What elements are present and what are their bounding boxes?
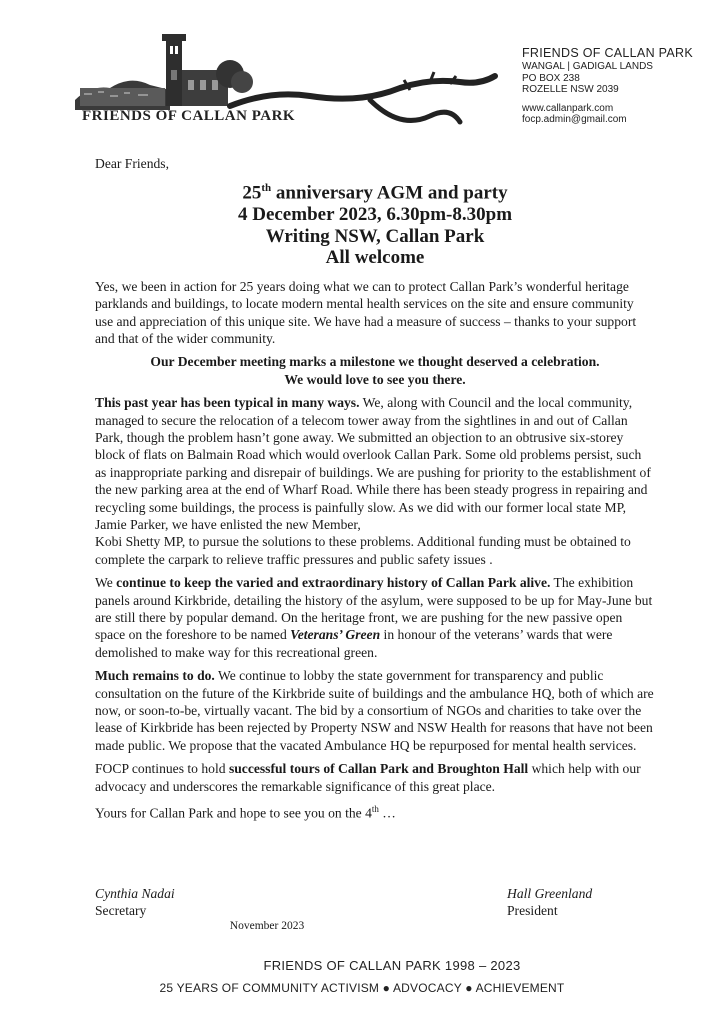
footer-line-2: 25 YEARS OF COMMUNITY ACTIVISM ● ADVOCACY ● ACHIEVEMENT bbox=[159, 981, 565, 995]
history-text-2: in honour of the veterans’ wards that were demolished to make way for this recreational green. bbox=[95, 627, 613, 660]
email-link[interactable]: focp.admin@gmail.com bbox=[522, 114, 627, 125]
veterans-green: Veterans’ Green bbox=[290, 627, 381, 643]
tours-bold: successful tours of Callan Park and Broughton Hall bbox=[228, 761, 529, 777]
lands-acknowledgement: WANGAL | GADIGAL LANDS bbox=[522, 61, 653, 72]
heading-line1: anniversary AGM and party bbox=[271, 182, 508, 204]
president-name: Hall Greenland bbox=[507, 886, 593, 901]
closing-text: Yours for Callan Park and hope to see you on the 4 bbox=[95, 805, 372, 821]
footer-line-1: FRIENDS OF CALLAN PARK 1998 – 2023 bbox=[263, 958, 521, 973]
past-year-lead: This past year has been typical in many ways. bbox=[95, 395, 360, 411]
letter-body bbox=[95, 150, 655, 828]
secretary-title: Secretary bbox=[95, 903, 147, 918]
history-lead: We bbox=[95, 575, 113, 591]
past-year-text-2: Kobi Shetty MP, to pursue the solutions to these problems. Additional funding must be obtained to complete the carpark to relieve traffic pressures and public safety issues . bbox=[95, 534, 631, 567]
heading-sup: th bbox=[261, 182, 272, 195]
paragraph-past-year bbox=[95, 394, 655, 568]
centered-line-1: Our December meeting marks a milestone we thought deserved a celebration. bbox=[150, 354, 600, 370]
heading-welcome: All welcome bbox=[325, 247, 425, 269]
salutation: Dear Friends, bbox=[95, 156, 169, 171]
signature-secretary bbox=[95, 885, 175, 919]
paragraph-history bbox=[95, 574, 655, 661]
history-text: The exhibition panels around Kirkbride, detailing the history of the asylum, were supposed to be up for May-June but are still there by popular demand. On the heritage front, we are pushing for the new passive open space on the foreshore to be named bbox=[95, 575, 653, 643]
signature-president bbox=[507, 885, 592, 919]
logo-text: FRIENDS OF CALLAN PARK bbox=[82, 108, 296, 124]
remains-text: We continue to lobby the state government for transparency and public consultation on the future of the Kirkbride suite of buildings and the ambulance HQ, both of which are now, or soon-to-be, virtually vacant. The bid by a consortium of NGOs and charities to take over the lease of Kirkbride has been rejected by Property NSW and NSW Health for reasons that have not been made public. We propose that the vacated Ambulance HQ be repurposed for mental health services. bbox=[95, 668, 654, 753]
footer bbox=[0, 958, 724, 995]
org-name: FRIENDS OF CALLAN PARK bbox=[522, 46, 693, 60]
secretary-name: Cynthia Nadai bbox=[95, 886, 175, 901]
remains-lead: Much remains to do. bbox=[95, 668, 215, 684]
paragraph-remains bbox=[95, 667, 655, 754]
heading-number: 25 bbox=[242, 182, 262, 204]
tours-text: FOCP continues to hold bbox=[95, 761, 229, 777]
friends-of-callan-park-logo bbox=[70, 30, 500, 140]
centered-line-2: We would love to see you there. bbox=[284, 371, 466, 387]
closing-end: … bbox=[378, 805, 396, 821]
closing-sup: th bbox=[371, 804, 379, 815]
suburb: ROZELLE NSW 2039 bbox=[522, 84, 619, 95]
letter-date: November 2023 bbox=[229, 920, 305, 932]
history-bold: continue to keep the varied and extraordinary history of Callan Park alive. bbox=[112, 575, 551, 591]
tours-text-2: which help with our advocacy and underscores the remarkable significance of this great place. bbox=[95, 761, 641, 794]
closing-line bbox=[95, 801, 655, 822]
past-year-text: We, along with Council and the local community, managed to secure the relocation of a telecom tower away from the sightlines in and out of Callan Park, though the problem hasn’t gone away. We submitted an objection to an obtrusive six-storey block of flats on Balmain Road which would overlook Callan Park. Some old problems persist, such as inappropriate parking and disrepair of buildings. We are pushing for priority to the establishment of the new parking area at the end of Wharf Road. While there has been steady progress in repairing and recycling some buildings, the process is painfully slow. As we did with our former local state MP, Jamie Parker, we have enlisted the new Member, bbox=[95, 395, 651, 533]
heading-date: 4 December 2023, 6.30pm-8.30pm bbox=[237, 204, 513, 226]
po-box: PO BOX 238 bbox=[522, 72, 580, 84]
website-link[interactable]: www.callanpark.com bbox=[522, 102, 614, 114]
address-block bbox=[522, 46, 717, 126]
president-title: President bbox=[507, 903, 558, 918]
event-heading bbox=[95, 178, 655, 268]
paragraph-intro: Yes, we been in action for 25 years doing what we can to protect Callan Park’s wonderful heritage parklands and buildings, to locate modern mental health services on the site and ensure community use and appreciation of this unique site. We have had a measure of success – thanks to your support and that of the wider community. bbox=[95, 278, 637, 346]
paragraph-tours bbox=[95, 760, 655, 795]
heading-venue: Writing NSW, Callan Park bbox=[265, 225, 485, 247]
